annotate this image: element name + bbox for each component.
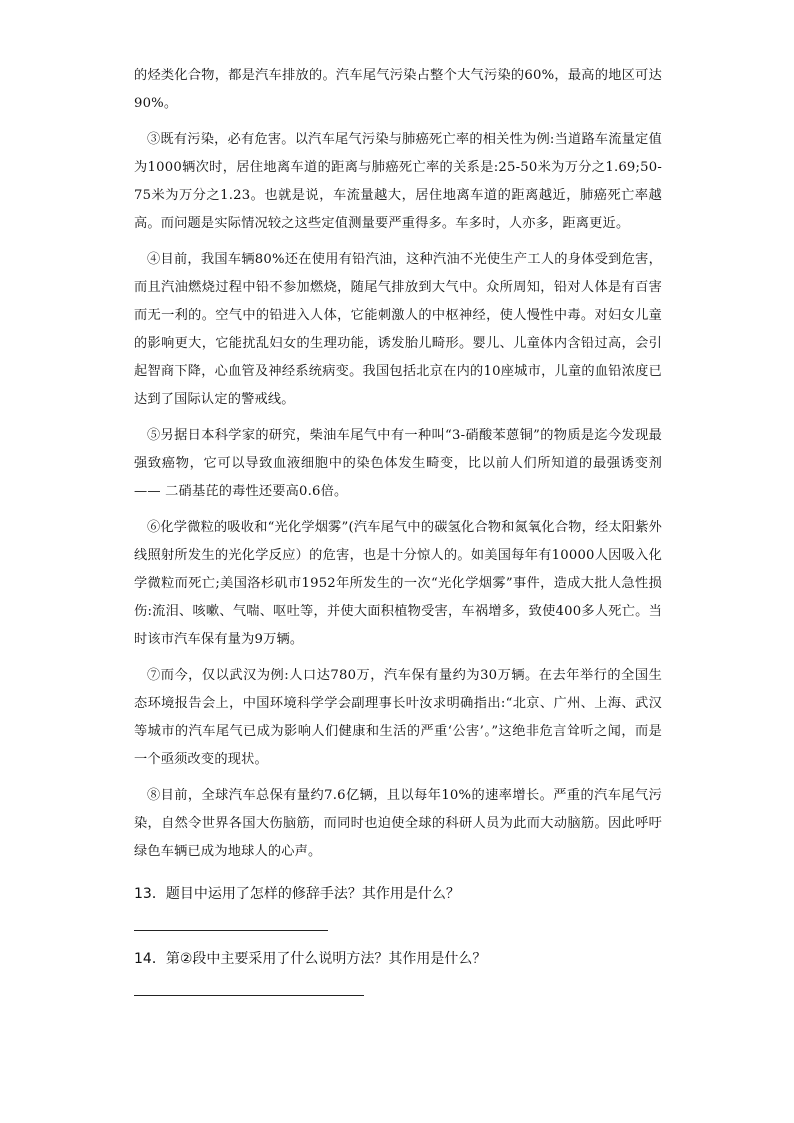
paragraph-7: ⑦而今，仅以武汉为例:人口达780万，汽车保有量约为30万辆。在去年举行的全国生态环境报告会上，中国环境科学学会副理事长叶汝求明确指出:“北京、广州、上海、武汉等城市的汽车尾气已成为影响人们健康和生活的严重‘公害’。”这绝非危言耸听之闻，而是一个亟须改变的现状。 xyxy=(134,668,662,767)
article-body xyxy=(134,62,662,996)
paragraph-continued: 的烃类化合物，都是汽车排放的。汽车尾气污染占整个大气污染的60%，最高的地区可达90%。 xyxy=(134,68,662,111)
answer-line-14[interactable] xyxy=(134,995,364,996)
paragraph-3: ③既有污染，必有危害。以汽车尾气污染与肺癌死亡率的相关性为例:当道路车流量定值为1000辆次时，居住地离车道的距离与肺癌死亡率的关系是:25-50米为万分之1.69;50-75米为万分之1.23。也就是说，车流量越大，居住地离车道的距离越近，肺癌死亡率越高。而问题是实际情况较之这些定值测量要严重得多。车多时，人亦多，距离更近。 xyxy=(134,132,662,231)
answer-line-13[interactable] xyxy=(134,930,328,931)
paragraph-8: ⑧目前，全球汽车总保有量约7.6亿辆，且以每年10%的速率增长。严重的汽车尾气污染，自然令世界各国大伤脑筋，而同时也迫使全球的科研人员为此而大动脑筋。因此呼吁绿色车辆已成为地球人的心声。 xyxy=(134,788,662,859)
paragraph-5: ⑤另据日本科学家的研究，柴油车尾气中有一种叫“3-硝酸苯蒽铜”的物质是迄今发现最强致癌物，它可以导致血液细胞中的染色体发生畸变，比以前人们所知道的最强诱变剂—— 二硝基芘的毒性还要高0.6倍。 xyxy=(134,428,662,499)
paragraph-6: ⑥化学微粒的吸收和“光化学烟雾”(汽车尾气中的碳氢化合物和氮氧化合物，经太阳紫外线照射所发生的光化学反应）的危害，也是十分惊人的。如美国每年有10000人因吸入化学微粒而死亡;美国洛杉矶市1952年所发生的一次“光化学烟雾”事件，造成大批人急性损伤:流泪、咳嗽、气喘、呕吐等，并使大面积植物受害，车祸增多，致使400多人死亡。当时该市汽车保有量为9万辆。 xyxy=(134,520,662,647)
paragraph-4: ④目前，我国车辆80%还在使用有铅汽油，这种汽油不光使生产工人的身体受到危害，而且汽油燃烧过程中铅不参加燃烧，随尾气排放到大气中。众所周知，铅对人体是有百害而无一利的。空气中的铅进入人体，它能刺激人的中枢神经，使人慢性中毒。对妇女儿童的影响更大，它能扰乱妇女的生理功能，诱发胎儿畸形。婴儿、儿童体内含铅过高，会引起智商下降，心血管及神经系统病变。我国包括北京在内的10座城市，儿童的血铅浓度已达到了国际认定的警戒线。 xyxy=(134,252,662,407)
question-13: 13．题目中运用了怎样的修辞手法？其作用是什么？ xyxy=(134,886,460,902)
question-14: 14．第②段中主要采用了什么说明方法？其作用是什么？ xyxy=(134,951,487,967)
